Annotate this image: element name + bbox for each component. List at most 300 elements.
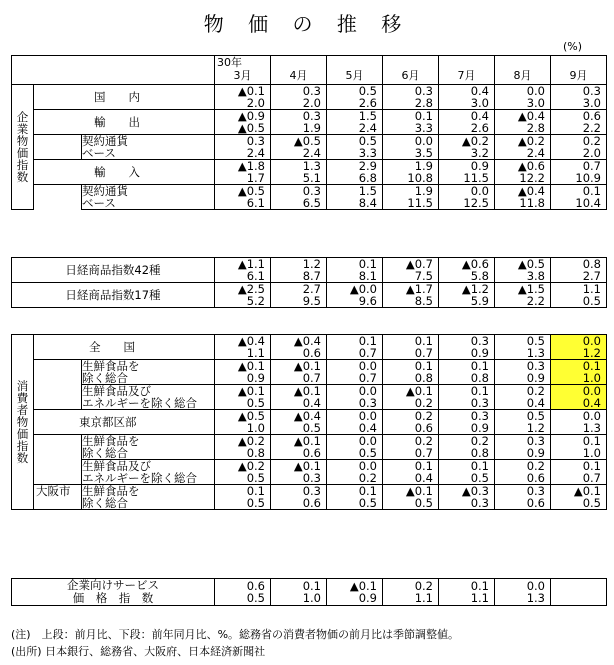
mom-value: 2.9 [358,159,377,173]
group-label-char: 者 [16,403,29,417]
month-label: 7月 [457,69,476,82]
mom-value: 0.2 [414,579,433,593]
row-label [12,579,215,606]
value-cell [327,335,383,360]
value-cell [383,335,439,360]
row-label-line: 生鮮食品を [82,359,140,373]
value-cell [551,85,607,110]
yoy-value: 0.6 [302,346,321,360]
mom-value: ▲0.4 [517,109,545,123]
mom-value: 0.5 [526,409,545,423]
yoy-value: 6.1 [246,196,265,210]
mom-value: 1.1 [582,282,601,296]
yoy-value: 0.4 [302,396,321,410]
row-label: 輸 入 [34,160,215,185]
yoy-value: 0.7 [358,346,377,360]
mom-value: 0.1 [358,484,377,498]
month-header [215,56,271,85]
group-label-char: 数 [16,170,29,184]
yoy-value: 0.7 [582,471,601,485]
value-cell [439,579,495,606]
value-cell [495,135,551,160]
mom-value: 0.2 [526,459,545,473]
yoy-value: 1.3 [526,591,545,605]
yoy-value: 2.2 [582,121,601,135]
mom-value: 0.9 [470,159,489,173]
mom-value: ▲0.3 [461,484,489,498]
mom-value: 0.1 [358,334,377,348]
mom-value: 0.0 [526,84,545,98]
yoy-value: 0.6 [526,471,545,485]
row-label-line: 生鮮食品及び [82,384,151,398]
indent-cell [34,460,82,485]
yoy-value: 9.5 [302,294,321,308]
yoy-value: 0.5 [302,421,321,435]
value-cell [439,110,495,135]
table-row [12,385,607,410]
yoy-value: 5.2 [246,294,265,308]
mom-value: 0.1 [414,334,433,348]
mom-value: 0.3 [470,334,489,348]
group-label-char: 指 [16,158,29,172]
mom-value: ▲2.5 [237,282,265,296]
mom-value: ▲0.4 [293,409,321,423]
yoy-value: 6.8 [358,171,377,185]
mom-value: 0.0 [582,334,601,348]
row-label-line: 価 格 指 数 [72,591,154,605]
group-label-char: 価 [16,146,29,160]
mom-value: 0.1 [470,579,489,593]
mom-value: 0.6 [582,109,601,123]
mom-value: 1.3 [302,159,321,173]
yoy-value: 0.5 [246,496,265,510]
mom-value: 0.4 [470,109,489,123]
yoy-value [551,592,601,604]
value-cell [495,335,551,360]
mom-value: 0.3 [470,409,489,423]
mom-value: ▲0.4 [293,334,321,348]
yoy-value: 0.4 [414,471,433,485]
yoy-value: 0.5 [470,471,489,485]
yoy-value: 2.0 [246,96,265,110]
row-label: 日経商品指数42種 [12,258,215,283]
month-label: 6月 [401,69,420,82]
city-label: 大阪市 [34,485,82,510]
value-cell [551,385,607,410]
row-label-line: ベース [82,196,116,210]
month-header [495,56,551,85]
mom-value: ▲0.6 [461,257,489,271]
mom-value: 0.1 [302,579,321,593]
yoy-value: 1.2 [582,346,601,360]
row-label: 全 国 [34,335,215,360]
services-price-table [11,578,607,606]
value-cell [327,135,383,160]
mom-value: 0.3 [302,84,321,98]
mom-value: 0.4 [470,84,489,98]
mom-value: ▲0.1 [349,579,377,593]
yoy-value: 3.3 [358,146,377,160]
value-cell [271,160,327,185]
month-label: 8月 [513,69,532,82]
yoy-value: 2.0 [582,146,601,160]
row-label [82,485,215,510]
yoy-value: 3.3 [414,121,433,135]
mom-value: 0.5 [358,84,377,98]
mom-value: ▲0.2 [461,134,489,148]
yoy-value: 5.9 [470,294,489,308]
month-label: 9月 [569,69,588,82]
mom-value: ▲0.9 [237,109,265,123]
yoy-value: 2.7 [582,269,601,283]
yoy-value: 3.0 [526,96,545,110]
value-cell [271,460,327,485]
row-label [82,360,215,385]
row-label-line: エネルギーを除く総合 [82,396,197,410]
value-cell [383,135,439,160]
yoy-value: 12.5 [463,196,489,210]
group-label [12,85,34,210]
value-cell [383,160,439,185]
value-cell [327,485,383,510]
value-cell [383,360,439,385]
row-label-line: 生鮮食品を [82,484,140,498]
yoy-value: 0.9 [246,371,265,385]
yoy-value: 0.8 [470,446,489,460]
yoy-value: 11.8 [519,196,545,210]
yoy-value: 0.9 [526,371,545,385]
group-label-char: 指 [16,439,29,453]
value-cell [551,160,607,185]
yoy-value: 3.2 [470,146,489,160]
unit-label: (%) [563,40,583,53]
mom-value: 0.2 [526,384,545,398]
value-cell [327,258,383,283]
yoy-value: 2.4 [526,146,545,160]
value-cell [327,85,383,110]
table-row [12,485,607,510]
yoy-value: 0.8 [414,371,433,385]
yoy-value: 0.6 [414,421,433,435]
row-label: 東京都区部 [34,410,215,435]
yoy-value: 0.6 [526,496,545,510]
value-cell [327,110,383,135]
month-header [383,56,439,85]
source-line: (出所) 日本銀行、総務省、大阪府、日本経済新聞社 [11,645,266,658]
yoy-value: 7.5 [414,269,433,283]
mom-value: ▲1.7 [405,282,433,296]
yoy-value: 3.8 [526,269,545,283]
mom-value: 0.0 [526,579,545,593]
table-row [12,579,607,606]
mom-value: ▲0.1 [293,359,321,373]
table-row [12,410,607,435]
value-cell [439,335,495,360]
header-row [12,56,607,85]
value-cell [271,185,327,210]
row-label [82,435,215,460]
yoy-value: 12.2 [519,171,545,185]
row-label [82,460,215,485]
yoy-value: 10.8 [407,171,433,185]
value-cell [439,485,495,510]
month-header [551,56,607,85]
yoy-value: 1.9 [302,121,321,135]
group-label-char: 物 [16,134,29,148]
value-cell [271,579,327,606]
value-cell [215,410,271,435]
value-cell [215,460,271,485]
mom-value: 0.1 [470,459,489,473]
value-cell [215,360,271,385]
mom-value: 0.2 [414,434,433,448]
value-cell [271,360,327,385]
month-label: 3月 [233,69,252,82]
mom-value: 0.3 [526,434,545,448]
mom-value: 0.0 [582,409,601,423]
value-cell [439,385,495,410]
mom-value: 0.1 [414,109,433,123]
row-label-line: 生鮮食品及び [82,459,151,473]
mom-value: 0.1 [582,359,601,373]
row-label-line: 除く総合 [82,446,128,460]
value-cell [327,385,383,410]
value-cell [271,135,327,160]
value-cell [327,160,383,185]
yoy-value: 1.0 [582,371,601,385]
yoy-value: 0.9 [526,446,545,460]
nikkei-index-table [11,257,607,308]
yoy-value: 5.1 [302,171,321,185]
value-cell [551,135,607,160]
indent-cell [34,185,82,210]
value-cell [327,435,383,460]
value-cell [383,485,439,510]
mom-value: ▲0.4 [517,184,545,198]
mom-value: ▲0.1 [405,384,433,398]
table-row [12,185,607,210]
value-cell [551,435,607,460]
mom-value: 0.3 [302,109,321,123]
yoy-value: 0.6 [302,446,321,460]
value-cell [271,258,327,283]
value-cell [327,579,383,606]
yoy-value: 1.1 [470,591,489,605]
table-row [12,360,607,385]
table-row [12,460,607,485]
mom-value: 0.3 [302,184,321,198]
yoy-value: 0.5 [414,496,433,510]
value-cell [215,85,271,110]
mom-value: ▲0.5 [293,134,321,148]
yoy-value: 8.5 [414,294,433,308]
indent-cell [34,435,82,460]
value-cell [215,579,271,606]
yoy-value: 0.7 [414,446,433,460]
table-row [12,110,607,135]
mom-value: 0.2 [414,409,433,423]
yoy-value: 11.5 [407,196,433,210]
mom-value: 1.9 [414,159,433,173]
yoy-value: 2.4 [302,146,321,160]
value-cell [495,360,551,385]
mom-value: 0.1 [358,257,377,271]
value-cell [439,185,495,210]
table-row [12,258,607,283]
table-row [12,160,607,185]
mom-value: 0.1 [470,384,489,398]
value-cell [327,460,383,485]
yoy-value: 0.4 [526,396,545,410]
value-cell [271,410,327,435]
value-cell [551,410,607,435]
mom-value: 0.0 [582,384,601,398]
yoy-value: 0.2 [414,396,433,410]
mom-value: ▲0.1 [237,359,265,373]
mom-value: 0.1 [582,434,601,448]
value-cell [215,335,271,360]
value-cell [271,385,327,410]
month-header [439,56,495,85]
value-cell [271,485,327,510]
mom-value: ▲0.5 [517,257,545,271]
mom-value: ▲0.6 [517,159,545,173]
value-cell [495,185,551,210]
value-cell [271,335,327,360]
yoy-value: 1.0 [582,446,601,460]
yoy-value: 2.6 [470,121,489,135]
yoy-value: 1.0 [246,421,265,435]
yoy-value: 2.6 [358,96,377,110]
mom-value: 0.0 [414,134,433,148]
mom-value: ▲0.1 [293,459,321,473]
mom-value: 0.3 [246,134,265,148]
mom-value: ▲0.1 [293,434,321,448]
value-cell [439,85,495,110]
table-row [12,283,607,308]
yoy-value: 0.5 [358,496,377,510]
yoy-value: 1.7 [246,171,265,185]
footnotes [11,626,459,660]
row-label [82,385,215,410]
value-cell [215,135,271,160]
value-cell [383,385,439,410]
value-cell [383,435,439,460]
row-label: 日経商品指数17種 [12,283,215,308]
yoy-value: 3.5 [414,146,433,160]
mom-value: 0.0 [358,409,377,423]
row-label-line: 契約通貨 [82,134,128,148]
table-row [12,335,607,360]
yoy-value: 0.5 [582,496,601,510]
group-label-char: 数 [16,451,29,465]
value-cell [215,110,271,135]
row-label-line: 契約通貨 [82,184,128,198]
yoy-value: 8.1 [358,269,377,283]
value-cell [439,283,495,308]
value-cell [383,283,439,308]
value-cell [495,85,551,110]
value-cell [271,435,327,460]
mom-value: ▲0.2 [237,434,265,448]
group-label-char: 物 [16,415,29,429]
yoy-value: 8.7 [302,269,321,283]
yoy-value: 2.0 [302,96,321,110]
yoy-value: 0.2 [358,471,377,485]
yoy-value: 1.1 [414,591,433,605]
row-label-line: 除く総合 [82,371,128,385]
value-cell [215,258,271,283]
value-cell [439,360,495,385]
mom-value: 1.9 [414,184,433,198]
mom-value: ▲1.1 [237,257,265,271]
month-label: 5月 [345,69,364,82]
value-cell [439,258,495,283]
yoy-value: 5.8 [470,269,489,283]
mom-value: 0.0 [358,434,377,448]
value-cell [383,460,439,485]
value-cell [271,283,327,308]
value-cell [495,283,551,308]
mom-value: 0.3 [526,484,545,498]
value-cell [215,485,271,510]
yoy-value: 8.4 [358,196,377,210]
mom-value: 0.1 [470,359,489,373]
value-cell [439,160,495,185]
mom-value: 2.7 [302,282,321,296]
value-cell [439,460,495,485]
mom-value: ▲0.1 [237,384,265,398]
value-cell [271,110,327,135]
value-cell [551,360,607,385]
mom-value: ▲0.2 [517,134,545,148]
value-cell [495,160,551,185]
mom-value: 0.0 [358,459,377,473]
indent-cell [34,135,82,160]
yoy-value: 0.9 [470,346,489,360]
yoy-value: 0.5 [358,446,377,460]
mom-value: 0.2 [470,434,489,448]
value-cell [327,360,383,385]
yoy-value: 6.5 [302,196,321,210]
mom-value: ▲0.1 [293,384,321,398]
value-cell [551,258,607,283]
yoy-value: 3.0 [470,96,489,110]
yoy-value: 0.9 [470,421,489,435]
mom-value: 0.6 [246,579,265,593]
value-cell [383,258,439,283]
value-cell [551,485,607,510]
mom-value: 0.1 [582,459,601,473]
mom-value: 0.8 [582,257,601,271]
yoy-value: 1.0 [302,591,321,605]
row-label: 輸 出 [34,110,215,135]
value-cell [383,85,439,110]
mom-value: ▲0.1 [573,484,601,498]
mom-value: 0.3 [302,484,321,498]
yoy-value: 9.6 [358,294,377,308]
indent-cell [34,360,82,385]
value-cell [551,460,607,485]
value-cell [439,410,495,435]
yoy-value: 0.4 [582,396,601,410]
group-label [12,335,34,510]
value-cell [383,110,439,135]
mom-value: ▲1.2 [461,282,489,296]
mom-value: 0.3 [526,359,545,373]
consumer-price-table [11,334,607,510]
mom-value: 0.1 [246,484,265,498]
